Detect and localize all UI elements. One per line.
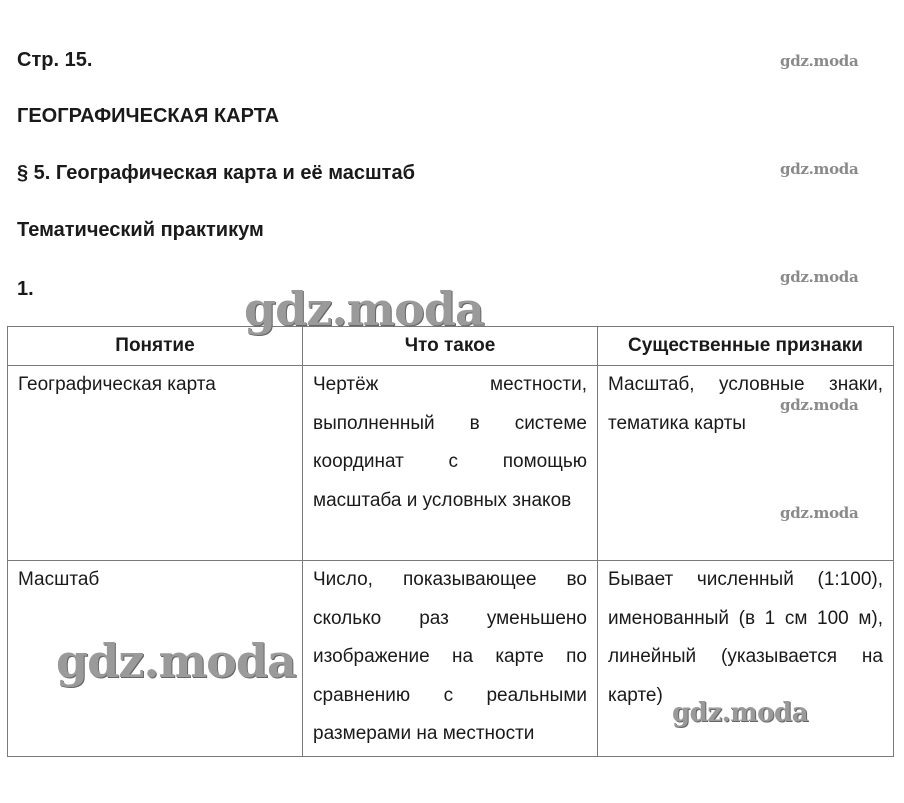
column-header: Что такое bbox=[303, 327, 598, 366]
features-cell: Масштаб, условные знаки, тематика карты bbox=[598, 366, 894, 561]
definition-cell: Число, показывающее во сколько раз уменьшено изображение на карте по сравнению с реальными размерами на местности bbox=[303, 561, 598, 757]
watermark: gdz.moda bbox=[780, 160, 859, 178]
column-header: Существенные признаки bbox=[598, 327, 894, 366]
page-reference: Стр. 15. bbox=[17, 49, 93, 71]
paragraph-title: § 5. Географическая карта и её масштаб bbox=[17, 162, 415, 184]
definition-cell: Чертёж местности, выполненный в системе координат с помощью масштаба и условных знаков bbox=[303, 366, 598, 561]
concept-cell: Географическая карта bbox=[8, 366, 303, 561]
section-title: ГЕОГРАФИЧЕСКАЯ КАРТА bbox=[17, 105, 280, 127]
watermark: gdz.moda bbox=[780, 504, 859, 522]
watermark: gdz.moda bbox=[780, 268, 859, 286]
features-cell: Бывает численный (1:100), именованный (в 1 см 100 м), линейный (указывается на карте) bbox=[598, 561, 894, 757]
concept-cell: Масштаб bbox=[8, 561, 303, 757]
task-number: 1. bbox=[17, 278, 34, 300]
subtitle: Тематический практикум bbox=[17, 219, 264, 241]
watermark-large: gdz.moda bbox=[244, 282, 484, 336]
column-header: Понятие bbox=[8, 327, 303, 366]
watermark: gdz.moda bbox=[780, 52, 859, 70]
table-row bbox=[8, 366, 894, 561]
concept-table bbox=[7, 326, 894, 757]
watermark: gdz.moda bbox=[780, 396, 859, 414]
watermark-medium: gdz.moda bbox=[672, 698, 809, 728]
watermark-large: gdz.moda bbox=[56, 634, 296, 688]
